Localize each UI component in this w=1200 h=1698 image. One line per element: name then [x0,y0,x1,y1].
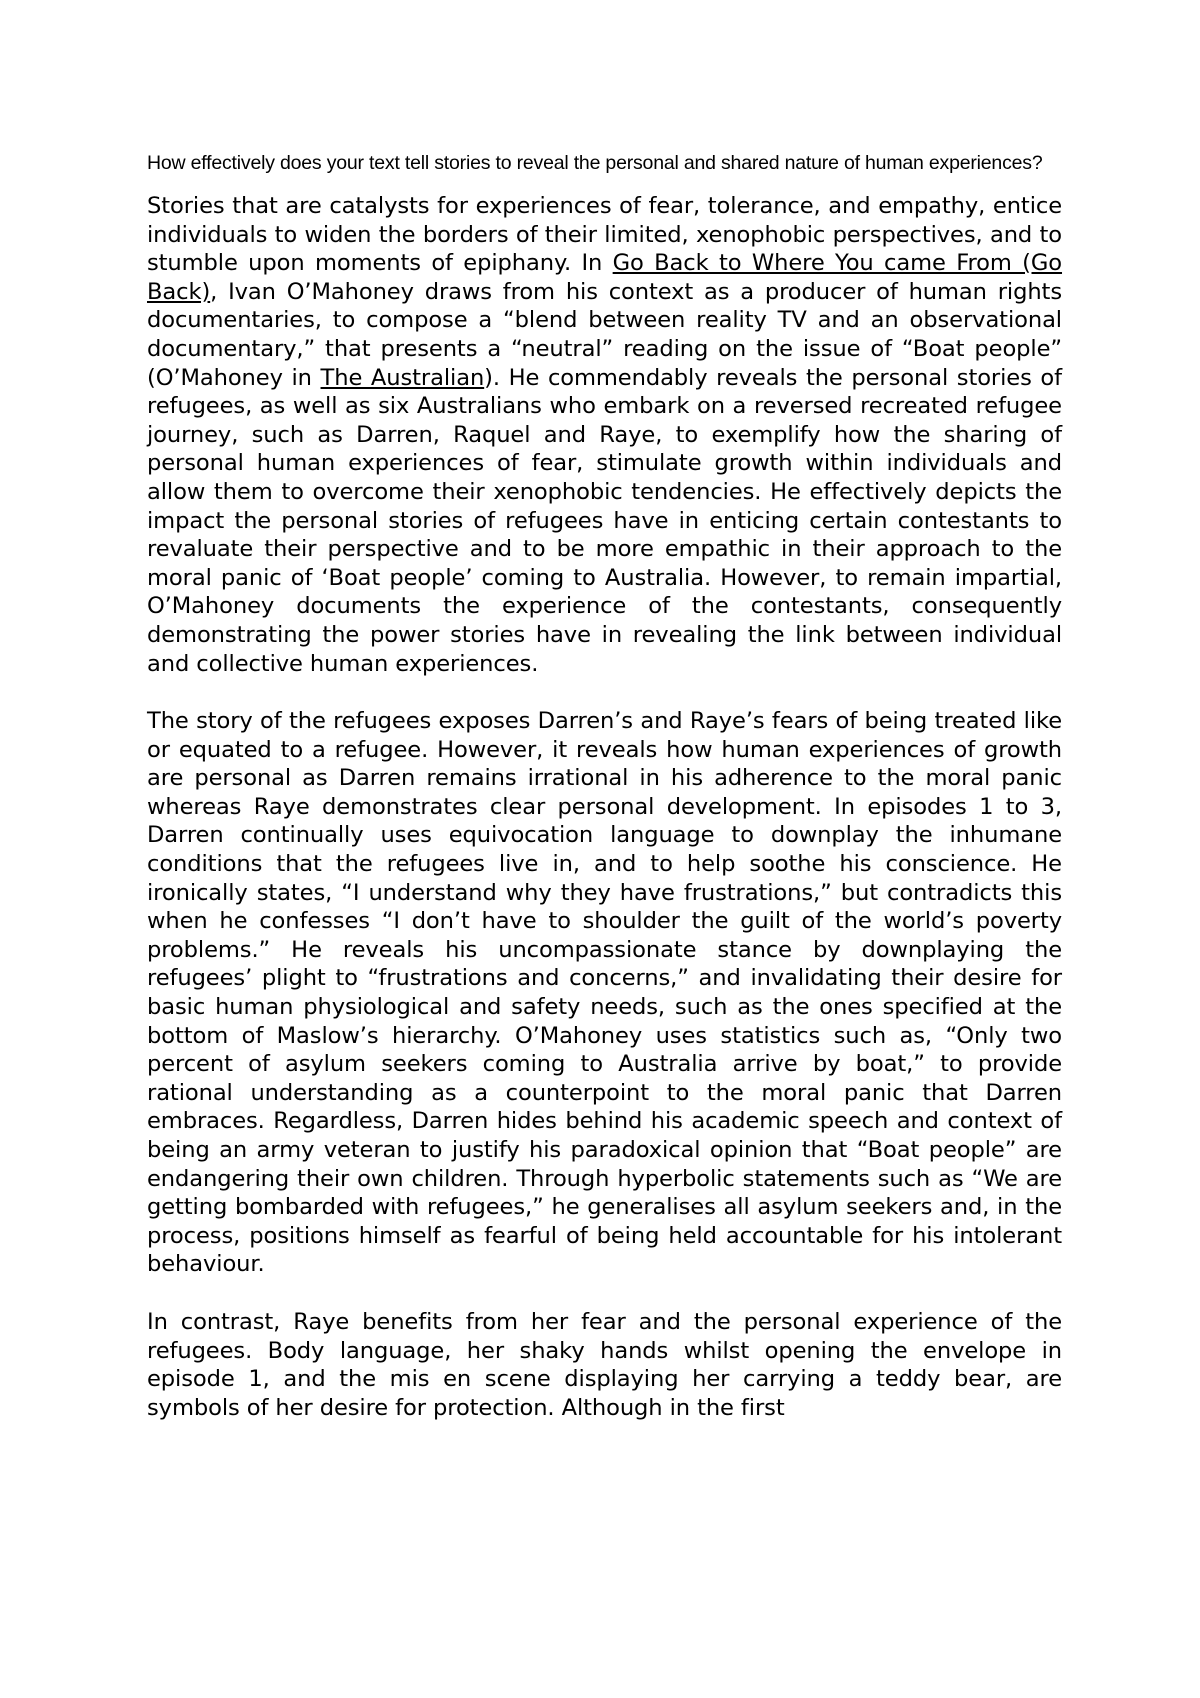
document-page [147,148,1062,1451]
source-title: The Australian [320,364,485,391]
paragraph-3: In contrast, Raye benefits from her fear and the personal experience of the refugees. Body language, her shaky hands whilst opening the envelope in episode 1, and the mis en scene displaying her carrying a teddy bear, are symbols of her desire for protection. Although in the first [147,1308,1062,1421]
paragraph-1 [147,192,1062,678]
documentary-title: Go Back to Where You came From (Go Back) [147,250,1063,305]
paragraph-1-text-a: Stories that are catalysts for experiences of fear, tolerance, and empathy, entice individuals to widen the borders of their limited, xenophobic perspectives, and to stumble upon moments of epiphany. In [147,193,1062,277]
paragraph-1-text-b: , Ivan O’Mahoney draws from his context as a producer of human rights documentaries, to compose a “blend between reality TV and an observational documentary,” that presents a “neutral” reading on the issue of “Boat people” (O’Mahoney in [147,278,1062,391]
paragraph-2: The story of the refugees exposes Darren’s and Raye’s fears of being treated like or equated to a refugee. However, it reveals how human experiences of growth are personal as Darren remains irrational in his adherence to the moral panic whereas Raye demonstrates clear personal development. In episodes 1 to 3, Darren continually uses equivocation language to downplay the inhumane conditions that the refugees live in, and to help soothe his conscience. He ironically states, “I understand why they have frustrations,” but contradicts this when he confesses “I don’t have to shoulder the guilt of the world’s poverty problems.” He reveals his uncompassionate stance by downplaying the refugees’ plight to “frustrations and concerns,” and invalidating their desire for basic human physiological and safety needs, such as the ones specified at the bottom of Maslow’s hierarchy. O’Mahoney uses statistics such as, “Only two percent of asylum seekers coming to Australia arrive by boat,” to provide rational understanding as a counterpoint to the moral panic that Darren embraces. Regardless, Darren hides behind his academic speech and context of being an army veteran to justify his paradoxical opinion that “Boat people” are endangering their own children. Through hyperbolic statements such as “We are getting bombarded with refugees,” he generalises all asylum seekers and, in the process, positions himself as fearful of being held accountable for his intolerant behaviour. [147,708,1062,1278]
essay-question: How effectively does your text tell stories to reveal the personal and shared nature of human experiences? [147,152,1043,174]
paragraph-1-text-c: ). He commendably reveals the personal stories of refugees, as well as six Australians who embark on a reversed recreated refugee journey, such as Darren, Raquel and Raye, to exemplify how the sharing of personal human experiences of fear, stimulate growth within individuals and allow them to overcome their xenophobic tendencies. He effectively depicts the impact the personal stories of refugees have in enticing certain contestants to revaluate their perspective and to be more empathic in their approach to the moral panic of ‘Boat people’ coming to Australia. However, to remain impartial, O’Mahoney documents the experience of the contestants, consequently demonstrating the power stories have in revealing the link between individual and collective human experiences. [147,364,1062,677]
